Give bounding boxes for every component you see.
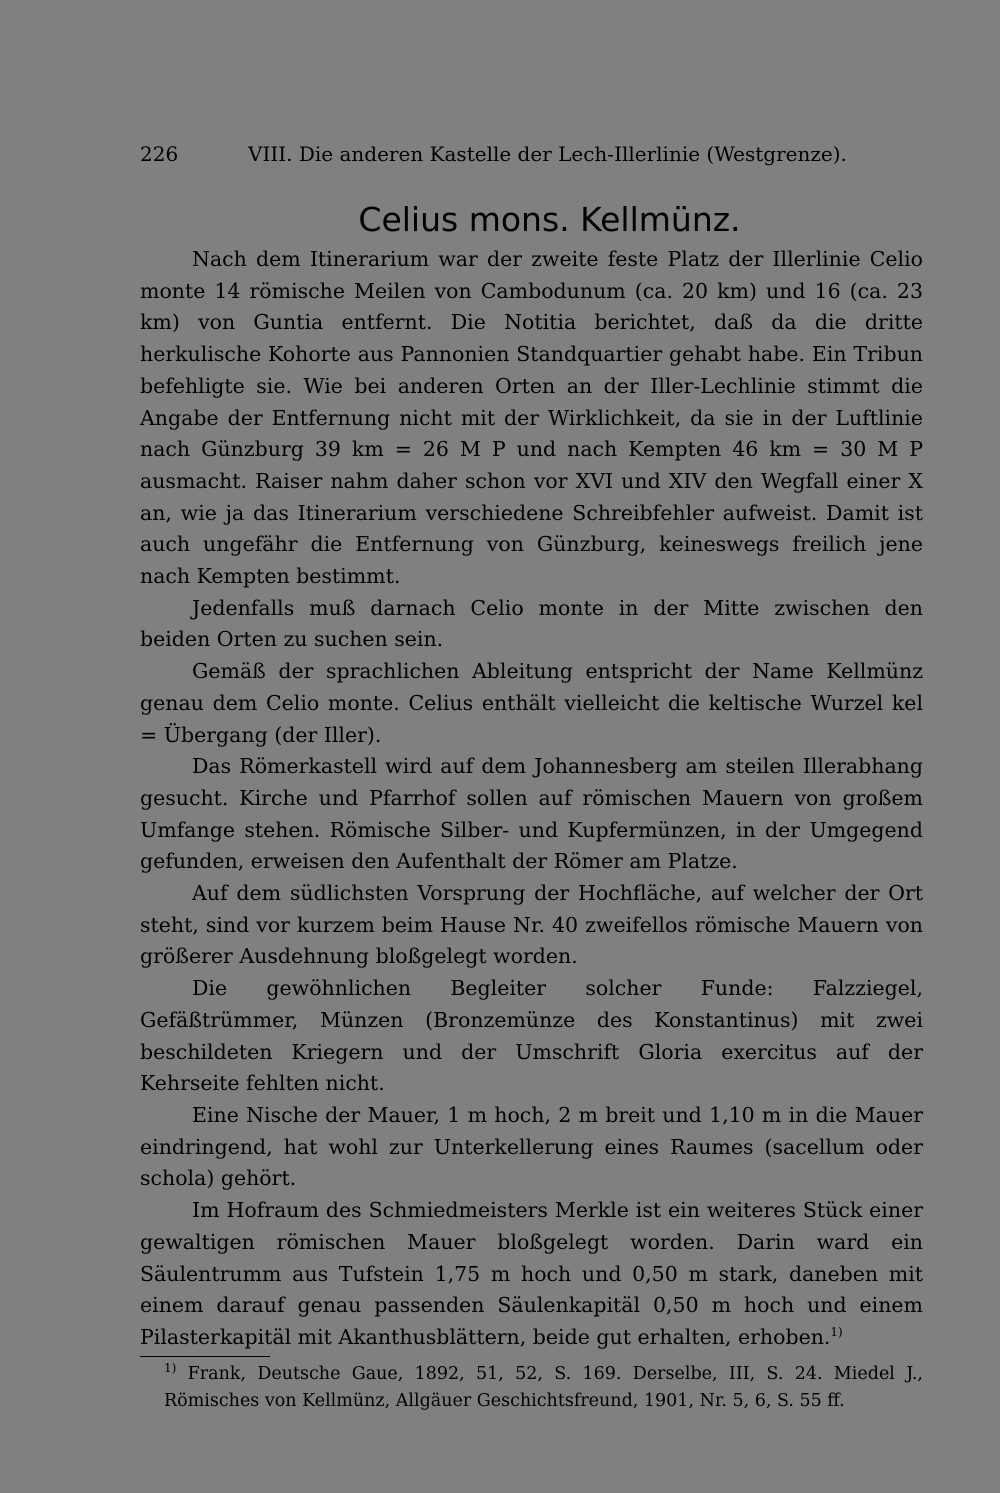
footnote	[140, 1361, 923, 1415]
book-page	[140, 140, 923, 1415]
section-title: Celius mons. Kellmünz.	[358, 200, 741, 239]
footnote-reference: 1)	[830, 1325, 843, 1340]
paragraph-nische: Eine Nische der Mauer, 1 m hoch, 2 m breit und 1,10 m in die Mauer eindringend, hat wohl zur Unterkellerung eines Raumes (sacellum oder schola) gehört.	[140, 1102, 923, 1191]
footnote-divider	[140, 1356, 270, 1357]
paragraph-funde: Die gewöhnlichen Begleiter solcher Funde: Falzziegel, Gefäßtrümmer, Münzen (Bronzemünze des Konstantinus) mit zwei beschildeten Kriegern und der Umschrift Gloria exercitus auf der Kehrseite fehlten nicht.	[140, 976, 923, 1096]
paragraph-ableitung: Gemäß der sprachlichen Ableitung entspricht der Name Kellmünz genau dem Celio monte. Celius enthält vielleicht die keltische Wurzel kel = Übergang (der Iller).	[140, 659, 923, 747]
paragraph-vorsprung: Auf dem südlichsten Vorsprung der Hochfläche, auf welcher der Ort steht, sind vor kurzem beim Hause Nr. 40 zweifellos römische Mauern von größerer Ausdehnung bloßgelegt worden.	[140, 881, 923, 969]
paragraph-hofraum-text: Im Hofraum des Schmiedmeisters Merkle ist ein weiteres Stück einer gewaltigen römischen Mauer bloßgelegt worden. Darin ward ein Säulentrumm aus Tufstein 1,75 m hoch und 0,50 m stark, daneben mit einem darauf genau passenden Säulenkapitäl 0,50 m hoch und einem Pilasterkapitäl mit Akanthusblättern, beide gut erhalten, erhoben.	[140, 1198, 923, 1349]
paragraph-hofraum	[140, 1195, 923, 1354]
paragraph-itinerarium: Nach dem Itinerarium war der zweite feste Platz der Illerlinie Celio monte 14 römische Meilen von Cambodunum (ca. 20 km) und 16 (ca. 23 km) von Guntia entfernt. Die Notitia berichtet, daß da die dritte herkulische Kohorte aus Pannonien Standquartier gehabt habe. Ein Tribun befehligte sie. Wie bei anderen Orten an der Iller-Lechlinie stimmt die Angabe der Entfernung nicht mit der Wirklichkeit, da sie in der Luftlinie nach Günzburg 39 km = 26 M P und nach Kempten 46 km = 30 M P ausmacht. Raiser nahm daher schon vor XVI und XIV den Wegfall einer X an, wie ja das Itinerarium verschiedene Schreibfehler aufweist. Damit ist auch ungefähr die Entfernung von Günzburg, keineswegs freilich jene nach Kempten bestimmt.	[140, 247, 923, 589]
running-title: VIII. Die anderen Kastelle der Lech-Illerlinie (Westgrenze).	[248, 142, 847, 166]
running-head	[140, 140, 923, 168]
paragraph-roemerkastell: Das Römerkastell wird auf dem Johannesberg am steilen Illerabhang gesucht. Kirche und Pfarrhof sollen auf römischen Mauern von großem Umfange stehen. Römische Silber- und Kupfermünzen, in der Umgegend gefunden, erweisen den Aufenthalt der Römer am Platze.	[140, 754, 923, 874]
footnote-text: Frank, Deutsche Gaue, 1892, 51, 52, S. 169. Derselbe, III, S. 24. Miedel J., Römisches von Kellmünz, Allgäuer Geschichtsfreund, 1901, Nr. 5, 6, S. 55 ff.	[164, 1363, 923, 1411]
paragraph-jedenfalls: Jedenfalls muß darnach Celio monte in der Mitte zwischen den beiden Orten zu suchen sein.	[140, 595, 923, 652]
footnote-marker: 1)	[164, 1360, 177, 1375]
page-number: 226	[140, 142, 179, 166]
